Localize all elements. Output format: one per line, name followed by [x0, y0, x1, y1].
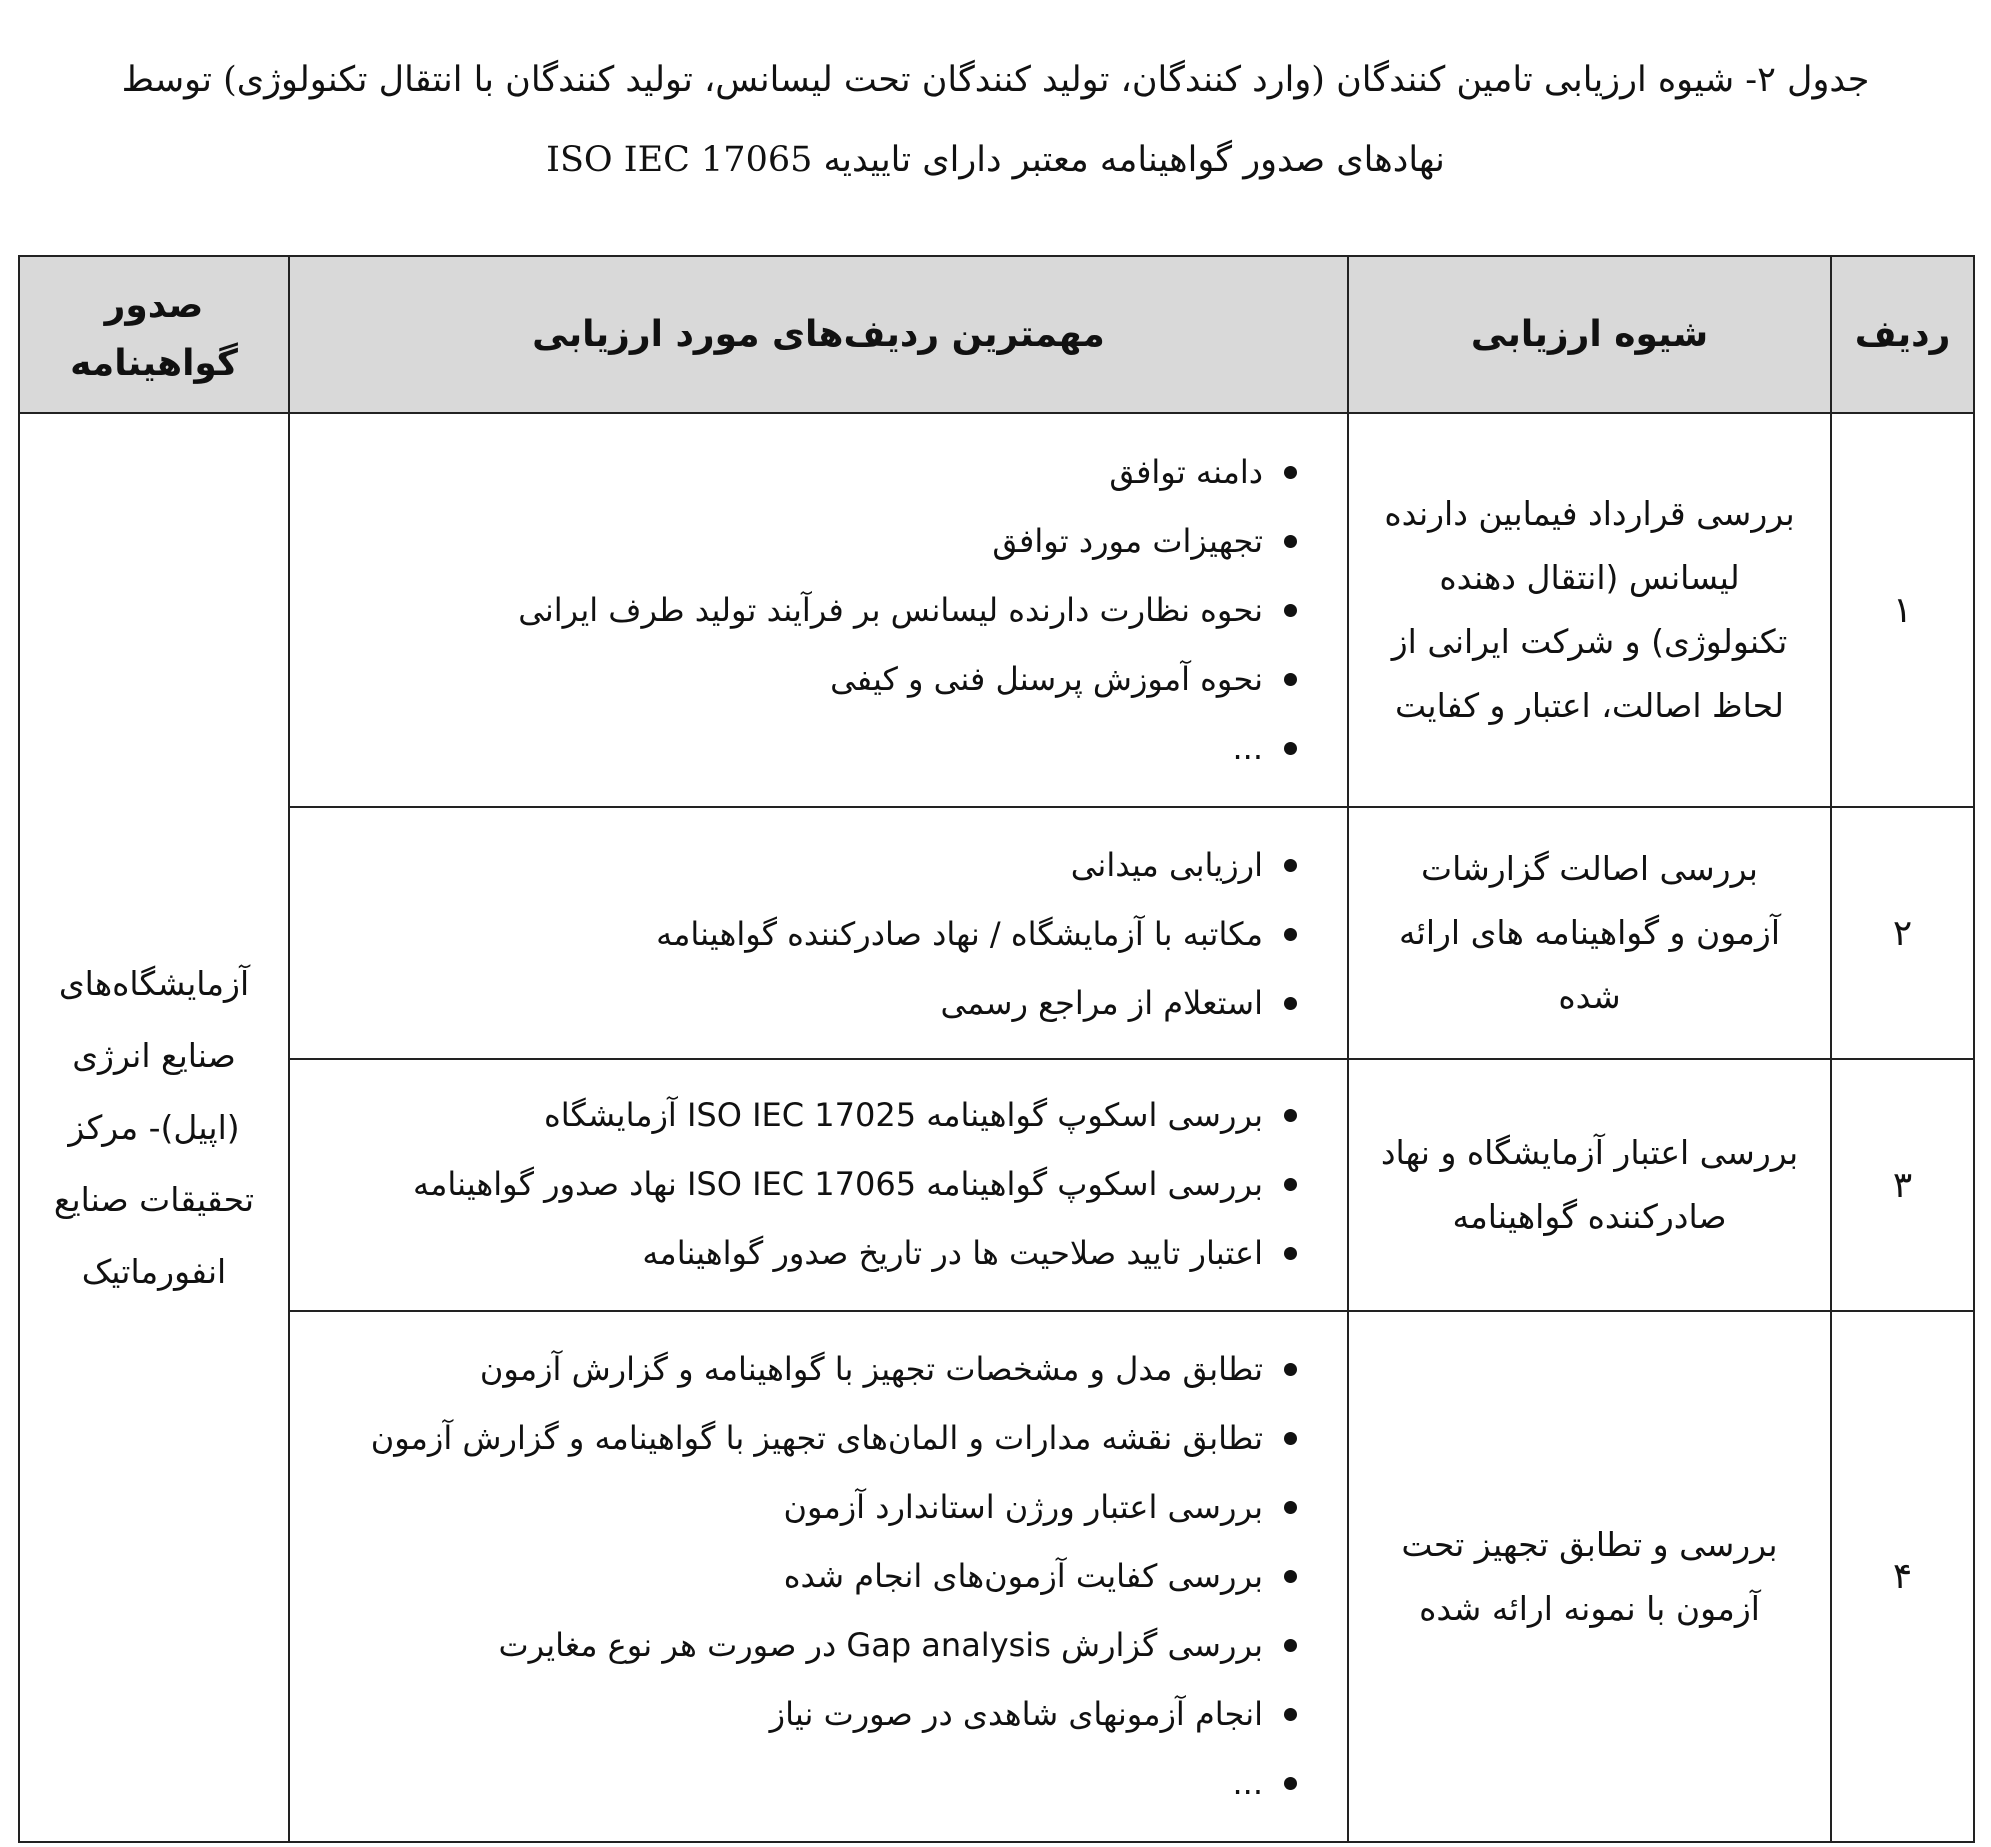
- bullet-icon: [1284, 742, 1297, 755]
- list-item-text: بررسی اسکوپ گواهینامه ISO IEC 17065 نهاد صدور گواهینامه: [413, 1164, 1263, 1203]
- bullet-icon: [1284, 1178, 1297, 1191]
- assessment-items-list: [306, 831, 1297, 1038]
- list-item: [306, 1219, 1297, 1288]
- assessment-items-list: [306, 1081, 1297, 1288]
- assessment-method: بررسی اصالت گزارشات آزمون و گواهینامه های ارائه شده: [1348, 807, 1831, 1059]
- list-item-text: اعتبار تایید صلاحیت ها در تاریخ صدور گواهینامه: [642, 1233, 1263, 1272]
- list-item: [306, 507, 1297, 576]
- bullet-icon: [1284, 1363, 1297, 1376]
- bullet-icon: [1284, 1432, 1297, 1445]
- list-item-text: بررسی اسکوپ گواهینامه ISO IEC 17025 آزمایشگاه: [543, 1095, 1263, 1134]
- bullet-icon: [1284, 466, 1297, 479]
- bullet-icon: [1284, 1247, 1297, 1260]
- row-number: ۲: [1831, 807, 1974, 1059]
- list-item-text: تجهیزات مورد توافق: [992, 521, 1263, 560]
- bullet-icon: [1284, 1639, 1297, 1652]
- table-header-row: [19, 256, 1974, 413]
- row-number: ۱: [1831, 413, 1974, 807]
- assessment-items: [289, 1311, 1348, 1842]
- list-item: [306, 1680, 1297, 1749]
- list-item: [306, 1473, 1297, 1542]
- header-assessment-method: شیوه ارزیابی: [1348, 256, 1831, 413]
- bullet-icon: [1284, 673, 1297, 686]
- certificate-issuer-text: آزمایشگاه‌های صنایع انرژی (اپیل)- مرکز تحقیقات صنایع انفورماتیک: [53, 963, 255, 1291]
- table-row: [19, 1059, 1974, 1311]
- list-item-text: بررسی کفایت آزمون‌های انجام شده: [783, 1557, 1263, 1595]
- list-item-text: دامنه توافق: [1109, 452, 1263, 491]
- certificate-issuer: [19, 413, 289, 1842]
- header-certificate-issuer: [19, 256, 289, 413]
- list-item-text: استعلام از مراجع رسمی: [940, 983, 1263, 1022]
- list-item: [306, 1081, 1297, 1150]
- table-caption: [40, 40, 1951, 200]
- bullet-icon: [1284, 1501, 1297, 1514]
- list-item: [306, 1542, 1297, 1611]
- bullet-icon: [1284, 535, 1297, 548]
- assessment-items: [289, 413, 1348, 807]
- bullet-icon: [1284, 1109, 1297, 1122]
- list-item: [306, 645, 1297, 714]
- bullet-icon: [1284, 928, 1297, 941]
- caption-line-2: نهادهای صدور گواهینامه معتبر دارای تاییدیه ISO IEC 17065: [546, 140, 1445, 180]
- bullet-icon: [1284, 1777, 1297, 1790]
- table-row: [19, 807, 1974, 1059]
- row-number: ۴: [1831, 1311, 1974, 1842]
- bullet-icon: [1284, 997, 1297, 1010]
- list-item-text: انجام آزمونهای شاهدی در صورت نیاز: [769, 1695, 1263, 1733]
- assessment-method: بررسی قرارداد فیمابین دارنده لیسانس (انتقال دهنده تکنولوژی) و شرکت ایرانی از لحاظ اصالت، اعتبار و کفایت: [1348, 413, 1831, 807]
- list-item: [306, 1749, 1297, 1818]
- list-item-text: بررسی اعتبار ورژن استاندارد آزمون: [783, 1488, 1263, 1526]
- assessment-items-list: [306, 1335, 1297, 1818]
- list-item-text: مکاتبه با آزمایشگاه / نهاد صادرکننده گواهینامه: [656, 914, 1263, 953]
- header-row-number: ردیف: [1831, 256, 1974, 413]
- list-item-text: نحوه نظارت دارنده لیسانس بر فرآیند تولید طرف ایرانی: [518, 590, 1263, 629]
- bullet-icon: [1284, 1570, 1297, 1583]
- list-item-text: ...: [1232, 728, 1263, 767]
- list-item: [306, 714, 1297, 783]
- list-item: [306, 438, 1297, 507]
- bullet-icon: [1284, 859, 1297, 872]
- table-row: [19, 413, 1974, 807]
- list-item: [306, 1611, 1297, 1680]
- caption-line-1: جدول ۲- شیوه ارزیابی تامین کنندگان (وارد کنندگان، تولید کنندگان تحت لیسانس، تولید کنندگان با انتقال تکنولوژی) توسط: [121, 60, 1870, 100]
- bullet-icon: [1284, 1708, 1297, 1721]
- list-item-text: نحوه آموزش پرسنل فنی و کیفی: [830, 659, 1263, 698]
- list-item: [306, 1150, 1297, 1219]
- assessment-method: بررسی و تطابق تجهیز تحت آزمون با نمونه ارائه شده: [1348, 1311, 1831, 1842]
- list-item-text: تطابق نقشه مدارات و المان‌های تجهیز با گواهینامه و گزارش آزمون: [370, 1419, 1263, 1457]
- assessment-items: [289, 1059, 1348, 1311]
- list-item: [306, 1335, 1297, 1404]
- assessment-table: [18, 255, 1975, 1843]
- list-item: [306, 831, 1297, 900]
- assessment-items: [289, 807, 1348, 1059]
- header-certificate-issuer-label: صدور گواهینامه: [70, 284, 238, 384]
- list-item: [306, 900, 1297, 969]
- row-number: ۳: [1831, 1059, 1974, 1311]
- list-item-text: بررسی گزارش Gap analysis در صورت هر نوع مغایرت: [498, 1626, 1263, 1664]
- table-row: [19, 1311, 1974, 1842]
- bullet-icon: [1284, 604, 1297, 617]
- assessment-items-list: [306, 438, 1297, 783]
- list-item-text: تطابق مدل و مشخصات تجهیز با گواهینامه و گزارش آزمون: [479, 1350, 1263, 1388]
- assessment-method: بررسی اعتبار آزمایشگاه و نهاد صادرکننده گواهینامه: [1348, 1059, 1831, 1311]
- list-item-text: ارزیابی میدانی: [1070, 845, 1263, 884]
- header-assessment-items: مهمترین ردیف‌های مورد ارزیابی: [289, 256, 1348, 413]
- list-item: [306, 969, 1297, 1038]
- list-item: [306, 1404, 1297, 1473]
- list-item-text: ...: [1232, 1764, 1263, 1802]
- list-item: [306, 576, 1297, 645]
